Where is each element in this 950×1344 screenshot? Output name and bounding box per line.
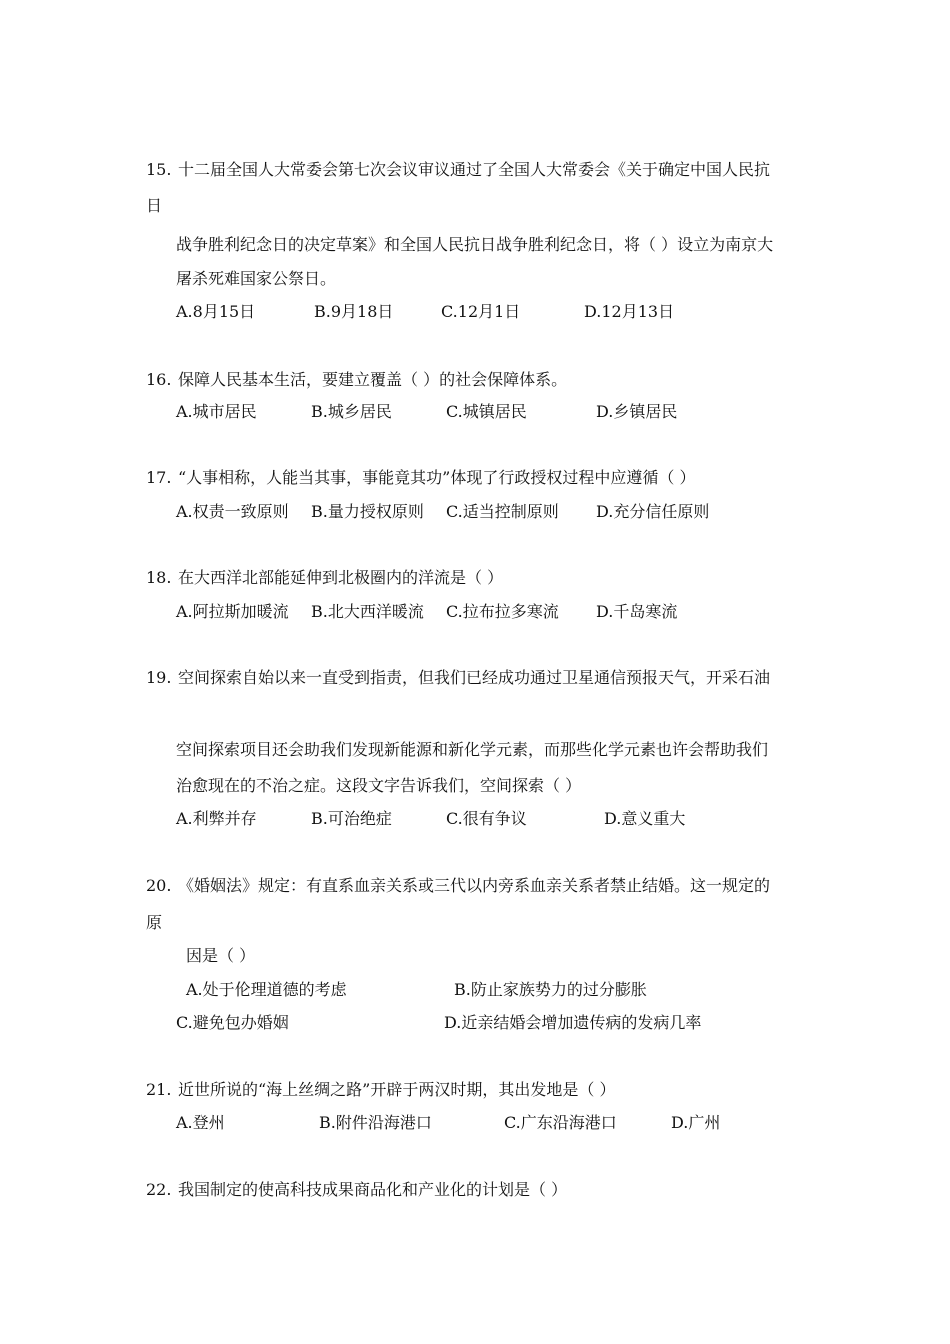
option-d[interactable]: D.乡镇居民 [596,402,678,421]
question-15-line-1: 15. 十二届全国人大常委会第七次会议审议通过了全国人大常委会《关于确定中国人民抗 [146,160,771,179]
option-d[interactable]: D.意义重大 [604,809,686,828]
option-c[interactable]: C.城镇居民 [446,402,527,421]
option-b[interactable]: B.量力授权原则 [311,502,424,521]
question-number: 18. [146,568,172,587]
option-d[interactable]: D.充分信任原则 [596,502,710,521]
option-c[interactable]: C.广东沿海港口 [504,1113,617,1132]
question-20-line-1: 20. 《婚姻法》规定：有直系血亲关系或三代以内旁系血亲关系者禁止结婚。这一规定的 [146,876,771,895]
question-22-line-1: 22. 我国制定的使高科技成果商品化和产业化的计划是（ ） [146,1180,568,1199]
option-b[interactable]: B.防止家族势力的过分膨胀 [454,980,647,999]
option-b[interactable]: B.北大西洋暖流 [311,602,424,621]
option-a[interactable]: A.权责一致原则 [176,502,289,521]
question-number: 19. [146,668,172,687]
question-number: 22. [146,1180,172,1199]
question-number: 15. [146,160,172,179]
question-number: 17. [146,468,172,487]
question-17-line-1: 17. “人事相称，人能当其事，事能竟其功”体现了行政授权过程中应遵循（ ） [146,468,696,487]
option-d[interactable]: D.千岛寒流 [596,602,678,621]
option-a[interactable]: A.阿拉斯加暖流 [176,602,289,621]
option-d[interactable]: D.近亲结婚会增加遗传病的发病几率 [444,1013,702,1032]
option-d[interactable]: D.广州 [671,1113,721,1132]
option-a[interactable]: A.8月15日 [176,302,256,321]
option-c[interactable]: C.拉布拉多寒流 [446,602,559,621]
question-15-line-4: 屠杀死难国家公祭日。 [176,269,337,288]
question-number: 16. [146,370,172,389]
option-d[interactable]: D.12月13日 [584,302,675,321]
question-number: 20. [146,876,172,895]
question-15-line-2: 日 [146,196,163,215]
option-a[interactable]: A.利弊并存 [176,809,257,828]
question-18-line-1: 18. 在大西洋北部能延伸到北极圈内的洋流是（ ） [146,568,504,587]
option-a[interactable]: A.处于伦理道德的考虑 [186,980,347,999]
question-21-line-1: 21. 近世所说的“海上丝绸之路”开辟于两汉时期，其出发地是（ ） [146,1080,616,1099]
question-20-line-3: 因是（ ） [186,946,256,965]
question-19-line-1: 19. 空间探索自始以来一直受到指责，但我们已经成功通过卫星通信预报天气，开采石油 [146,668,771,687]
option-b[interactable]: B.附件沿海港口 [319,1113,432,1132]
question-19-line-3: 治愈现在的不治之症。这段文字告诉我们，空间探索（ ） [176,776,582,795]
question-number: 21. [146,1080,172,1099]
option-c[interactable]: C.适当控制原则 [446,502,559,521]
option-b[interactable]: B.可治绝症 [311,809,392,828]
option-c[interactable]: C.很有争议 [446,809,527,828]
option-b[interactable]: B.9月18日 [314,302,394,321]
question-19-line-2: 空间探索项目还会助我们发现新能源和新化学元素，而那些化学元素也许会帮助我们 [176,740,769,759]
option-c[interactable]: C.12月1日 [441,302,521,321]
option-a[interactable]: A.城市居民 [176,402,257,421]
question-20-line-2: 原 [146,913,163,932]
option-b[interactable]: B.城乡居民 [311,402,392,421]
option-c[interactable]: C.避免包办婚姻 [176,1013,289,1032]
question-16-line-1: 16. 保障人民基本生活，要建立覆盖（ ）的社会保障体系。 [146,370,568,389]
option-a[interactable]: A.登州 [176,1113,225,1132]
question-15-line-3: 战争胜利纪念日的决定草案》和全国人民抗日战争胜利纪念日，将（ ）设立为南京大 [176,235,774,254]
